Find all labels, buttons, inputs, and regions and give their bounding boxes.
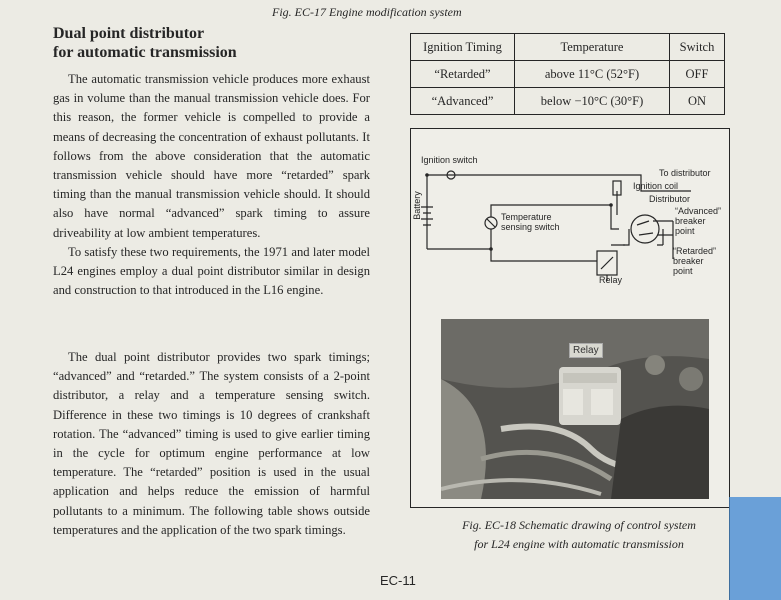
body-text-upper <box>53 70 370 300</box>
retarded-point-label-3: point <box>673 266 693 276</box>
table-cell: “Advanced” <box>411 88 515 115</box>
table-cell: ON <box>670 88 725 115</box>
temperature-switch-label-1: Temperature <box>501 212 552 222</box>
blue-edge-tab <box>729 497 781 600</box>
table-cell: above 11°C (52°F) <box>515 61 670 88</box>
advanced-point-label-2: breaker <box>675 216 706 226</box>
distributor-label: Distributor <box>649 194 691 204</box>
caption-line-2: for L24 engine with automatic transmission <box>474 537 684 551</box>
caption-line-1: Fig. EC-18 Schematic drawing of control system <box>462 518 696 532</box>
advanced-point-label-3: point <box>675 226 695 236</box>
heading-line-2: for automatic transmission <box>53 44 237 61</box>
table-cell: “Retarded” <box>411 61 515 88</box>
advanced-point-label-1: “Advanced” <box>675 206 722 216</box>
table-header-cell: Temperature <box>515 34 670 61</box>
to-distributor-label: To distributor <box>659 168 711 178</box>
section-heading <box>53 24 237 62</box>
ignition-switch-label: Ignition switch <box>421 155 478 165</box>
relay-photo-label: Relay <box>569 343 603 358</box>
figure-ec18-caption <box>424 516 734 554</box>
ignition-coil-label: Ignition coil <box>633 181 679 191</box>
table-cell: OFF <box>670 61 725 88</box>
figure-ec18-box <box>410 128 730 508</box>
table-header-cell: Ignition Timing <box>411 34 515 61</box>
heading-line-1: Dual point distributor <box>53 25 205 42</box>
retarded-point-label-1: “Retarded” <box>673 246 717 256</box>
temperature-switch-label-2: sensing switch <box>501 222 560 232</box>
page-number: EC-11 <box>380 573 416 588</box>
battery-label: Battery <box>411 191 422 220</box>
table-row <box>411 61 725 88</box>
table-cell: below −10°C (30°F) <box>515 88 670 115</box>
table-header-row <box>411 34 725 61</box>
figure-ec17-label: Fig. EC-17 Engine modification system <box>272 5 462 19</box>
timing-table <box>410 33 725 115</box>
body-text-lower <box>53 348 370 540</box>
table-row <box>411 88 725 115</box>
paragraph-3: The dual point distributor provides two spark timings; “advanced” and “retarded.” The system consists of a 2-point distributor, a relay and a temperature sensing switch. Difference in these two timings is 10 degrees of crankshaft rotation. The “advanced” timing is used to give earlier timing in the cycle for optimum engine performance at low temperature. The “retarded” position is used in the usual application and helps reduce the emission of harmful pollutants to a minimum. The following table shows outside temperatures and the application of the two spark timings. <box>53 350 370 537</box>
retarded-point-label-2: breaker <box>673 256 704 266</box>
relay-photograph <box>441 319 709 499</box>
relay-label: Relay <box>599 275 623 285</box>
paragraph-1: The automatic transmission vehicle produces more exhaust gas in volume than the manual transmission vehicle does. For this reason, the former vehicle is compelled to provide a means of decreasing the concentration of exhaust pollutants. It follows from the above consideration that the automatic transmission vehicle should have more “retarded” spark timing than the manual transmission vehicle should. It should also have normal “advanced” spark timing to assure driveability at low ambient temperatures. <box>53 72 370 240</box>
table-header-cell: Switch <box>670 34 725 61</box>
paragraph-2: To satisfy these two requirements, the 1971 and later model L24 engines employ a dual point distributor similar in design and construction to that introduced in the L16 engine. <box>53 244 370 298</box>
